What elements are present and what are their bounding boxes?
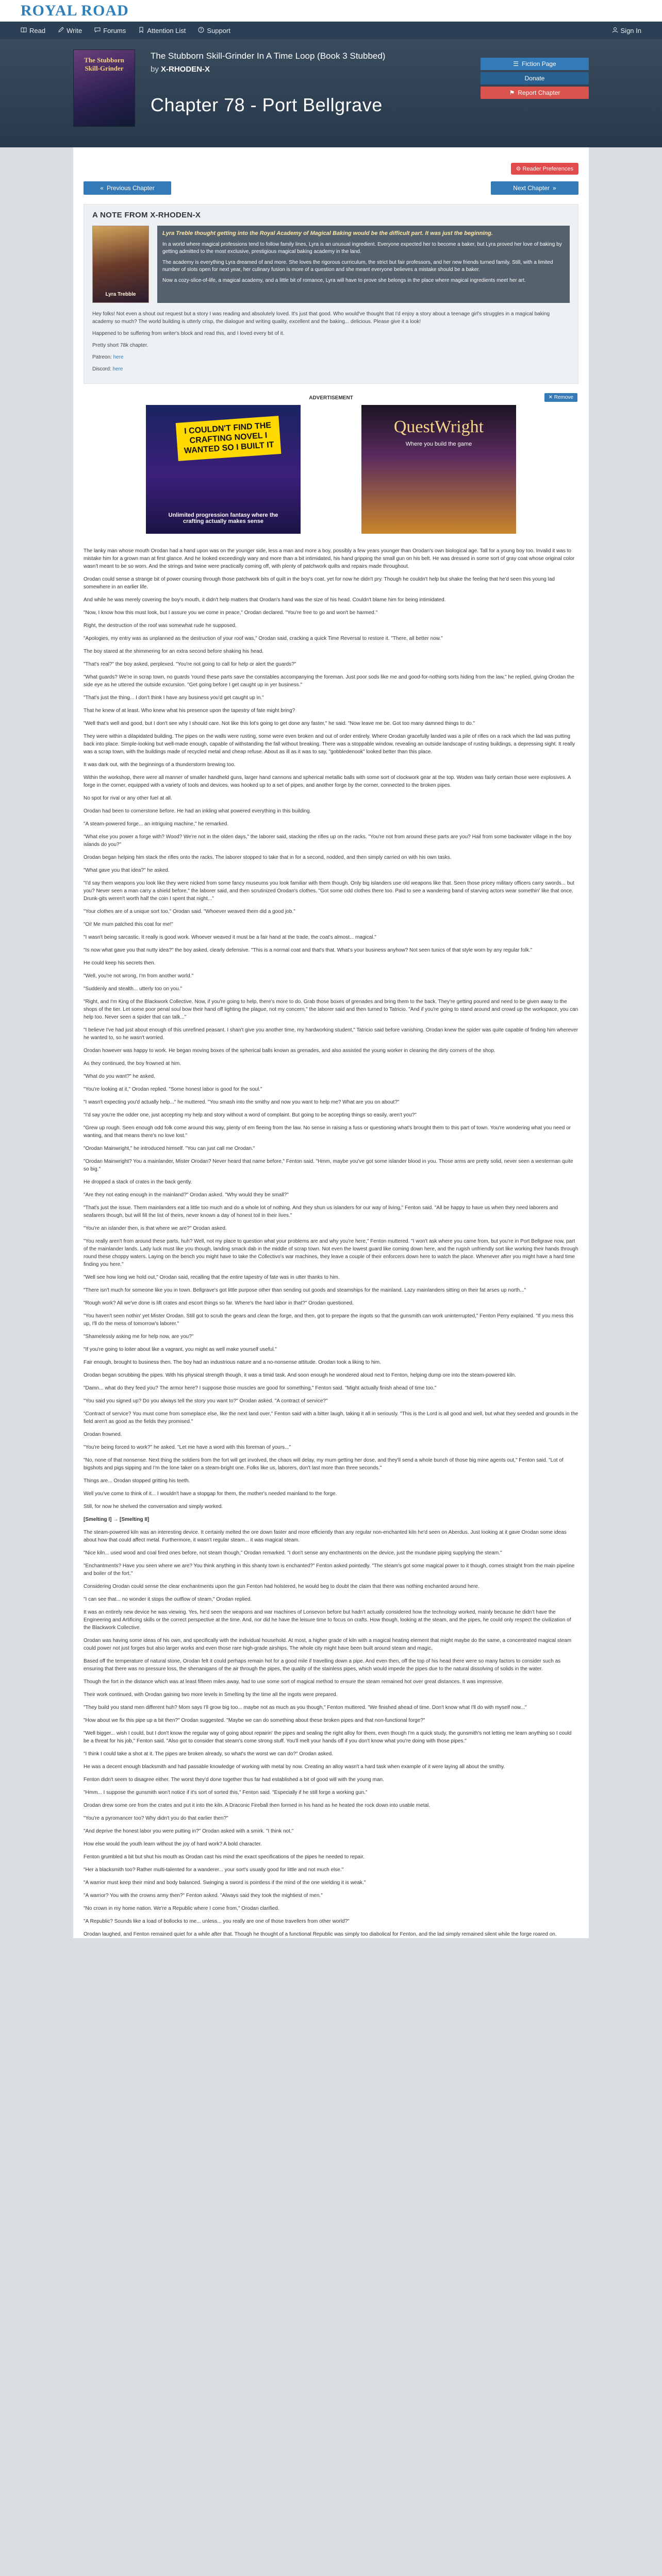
- chapter-paragraph: "What gave you that idea?" he asked.: [84, 868, 170, 873]
- chapter-paragraph: Their work continued, with Orodan gaining two more levels in Smelting by the time all the ingots were prepared.: [84, 1692, 338, 1698]
- chapter-paragraph: Considering Orodan could sense the clear enchantments upon the gun Fenton had holstered, he would beg to doubt the claim that there was nothing enchanted around here.: [84, 1584, 479, 1589]
- chapter-paragraph: Orodan had been to cornerstone before. He had an inkling what powered everything in this building.: [84, 808, 311, 814]
- chapter-paragraph: They were within a dilapidated building. The pipes on the walls were rusting, some were even broken and out of order entirely. Where Orodan gracefully landed was a pile of rifles on a rack which the lad was putting back into place. Simple-looking but well-made enough, capable of withstanding the fall without breaking. There was a stoppable window, revealing an outside landscape of rusting buildings, a depressing sight. It really was a scrap town, with the buildings made of recycled metal and cheap refuse. About as ill as it was to say, "gobbledenook" looked better than this place.: [84, 734, 575, 755]
- chapter-paragraph: "I can see that... no wonder it stops the outflow of steam," Orodan replied.: [84, 1597, 252, 1602]
- chevron-right-icon: »: [553, 184, 556, 192]
- author-note-text: Happened to be suffering from writer's block and read this, and I loved every bit of it.: [92, 331, 285, 336]
- chapter-paragraph: No spot for rival or any other fuel at all.: [84, 795, 172, 801]
- chapter-paragraph: "Well that's well and good, but I don't see why I should care. Not like this lot's going to get done any faster," he said. "Now leave me be. Got too many damned things to do.": [84, 721, 475, 726]
- sign-in-link[interactable]: [612, 27, 641, 35]
- advertisement-label: ADVERTISEMENT: [309, 395, 353, 401]
- chapter-paragraph: "Apologies, my entry was as unplanned as the destruction of your roof was," Orodan said, cracking a quick Time Reversal to restore it. "There, all better now.": [84, 636, 443, 641]
- chapter-paragraph: "And deprive the honest labor you were putting in?" Orodan asked with a smirk. "I think not.": [84, 1828, 294, 1834]
- chapter-paragraph: The steam-powered kiln was an interesting device. It certainly melted the ore down faster and more efficiently than any regular non-enchanted kiln he'd seen on Aberdus. Just looking at it gave Orodan some ideas about how that could affect metal. Furthermore, it wasn't regular steam... it was magical steam.: [84, 1530, 567, 1543]
- chapter-container: [73, 147, 589, 1938]
- chapter-paragraph: Orodan however was happy to work. He began moving boxes of the spherical balls known as grenades, and also assisted the young worker in cleaning the dirty corners of the shop.: [84, 1048, 495, 1054]
- chapter-paragraph: "Well bigger... wish I could, but I don't know the regular way of going about repairin' the pipes and sealing the right alloy for them, even though I'm a quick study, the gunsmith's not letting me learn anything so I could be a threat for his job," Fenton said. "Also got to consider that steam's come strong stuff. You'll melt your hands off if you don't know what you're doing with those pipes.": [84, 1731, 572, 1744]
- chapter-paragraph: Orodan frowned.: [84, 1432, 122, 1437]
- chapter-paragraph: "I'd say them weapons you look like they were nicked from some fancy museums you look familiar with them though. Only big islanders use old weapons like that. Seen those pricey military officers carry swords... but you? Never seen a man carry a shield before," the laborer said, and then scrutinized Orodan's clothes. "Got some odd clothes there too. Paid to see a wandering band of starving actors wear somethin' like that once. Drunk-gits weren't worth half the coin I spent that night...": [84, 880, 574, 902]
- user-icon: [612, 27, 618, 35]
- chapter-paragraph: "Damn... what do they feed you? The armor here? I suppose those muscles are good for something," Fenton said. "Might actually finish ahead of time too.": [84, 1385, 437, 1391]
- close-icon: ✕: [548, 395, 553, 400]
- chapter-paragraph: Based off the temperature of natural stone, Orodan felt it could perhaps remain hot for a good mile if travelling down a pipe. And even then, off the top of his head there were so many factors to consider such as ensuring that there was no pressure loss, the shenanigans of the air through the pipes, the quality of the stainless pipes, which would impede the pipes due to the natural dissolving of solids in the water.: [84, 1658, 561, 1672]
- chapter-paragraph: "You really aren't from around these parts, huh? Well, not my place to question what your problems are and why you're here," Fenton muttered. "I won't ask where you came from, but you're in Port Bellgrave now, part of the mainlander lands. Lady luck must like you though, landing smack dab in the middle of scrap town. Not even the lowest guard like coming down here, and the rugish unfriendly sort like working their hands through round these choppy waters. Laying on the bench you might have to take the Collectivo's war machines, they leave a couple of their enforcers down here to watch the place. Whenever after you might have a hard time finding you here.": [84, 1239, 578, 1267]
- main-navbar: [0, 22, 662, 39]
- chapter-paragraph: "Well, you're not wrong, I'm from another world.": [84, 973, 194, 979]
- chapter-paragraph: "They build you stand men different huh? Mom says I'll grow big too... maybe not as much as you though," Fenton muttered. "We finished ahead of time. Don't know what I'll do with myself now...": [84, 1705, 527, 1710]
- nav-item-label: Read: [29, 26, 46, 35]
- chapter-paragraph: Things are... Orodan stopped gritting his teeth.: [84, 1478, 190, 1484]
- chapter-paragraph: It was dark out, with the beginnings of a thunderstorm brewing too.: [84, 762, 236, 768]
- promo-paragraph: In a world where magical professions tend to follow family lines, Lyra is an unusual ingredient. Everyone expected her to become a baker, but Lyra proved her love of baking by getting admitted to the most exclusive, prestigious magical baking academy in the land.: [162, 241, 562, 255]
- author-link[interactable]: X-RHODEN-X: [161, 65, 210, 74]
- chapter-paragraph: "A steam-powered forge... an intriguing machine," he remarked.: [84, 821, 229, 827]
- chapter-paragraph: It was an entirely new device he was viewing. Yes, he'd seen the weapons and war machines of Lonsevon before but hadn't actually considered how the technology worked, mainly because he didn't have the Engineering and Artificing skills or the correct perspective at the time. And, nor did he have the leisure time to focus on crafts. How though, looking at the steam, and the pipes, he could only respect the civilization of the Blackwork Collective.: [84, 1609, 571, 1631]
- chapter-paragraph: "Hmm... I suppose the gunsmith won't notice if it's sort of sorted this," Fenton said. "Especially if he still forge a working gun.": [84, 1790, 368, 1795]
- ad-tagline: Unlimited progression fantasy where the crafting actually makes sense: [168, 512, 278, 524]
- chapter-paragraph: "How about we fix this pipe up a bit then?" Orodan suggested. "Maybe we can do something about these broken pipes and that non-functional forge?": [84, 1718, 425, 1723]
- nav-item-forums[interactable]: [94, 27, 126, 35]
- chapter-paragraph: "If you're going to loiter about like a vagrant, you might as well make yourself useful.": [84, 1347, 277, 1352]
- chapter-paragraph: Still, for now he shelved the conversation and simply worked.: [84, 1504, 223, 1510]
- author-line: [151, 65, 419, 74]
- chapter-paragraph: "No crown in my home nation. We're a Republic where I come from," Orodan clarified.: [84, 1906, 279, 1911]
- chapter-paragraph: "You said you signed up? Do you always tell the story you want to?" Orodan asked. "A contract of service?": [84, 1398, 328, 1404]
- book-icon: [21, 27, 27, 35]
- chapter-paragraph: Fenton didn't seem to disagree either. The worst they'd done together thus far had established a bit of good will with the young man.: [84, 1777, 384, 1783]
- remove-ads-button[interactable]: ✕ Remove: [544, 393, 577, 402]
- promo-cover[interactable]: [92, 226, 149, 303]
- chapter-paragraph: "Is now what gave you that nutty idea?" the boy asked, clearly defensive. "This is a normal coat and that's that. What's your business anyhow? Not seen tunics of that style worn by any regular folk.": [84, 947, 533, 953]
- chapter-paragraph: "You're being forced to work?" he asked. "Let me have a word with this foreman of yours...": [84, 1445, 291, 1450]
- ad-brand: QuestWright: [393, 417, 484, 436]
- chapter-paragraph: "Rough work? All we've done is lift crates and escort things so far. Where's the hard labor in that?" Orodan questioned.: [84, 1300, 354, 1306]
- chapter-paragraph: "You're an islander then, is that where we are?" Orodan asked.: [84, 1226, 227, 1231]
- discord-link[interactable]: here: [112, 366, 123, 372]
- chapter-paragraph: "A warrior? You with the crowns army then?" Fenton asked. "Always said they took the mightiest of men.": [84, 1893, 323, 1899]
- chapter-paragraph: "I wasn't being sarcastic. It really is good work. Whoever weaved it must be a fair hand at the trade, the coat's almost... magical.": [84, 935, 376, 940]
- chapter-paragraph: Fenton grumbled a bit but shut his mouth as Orodan cast his mind the exact specifications of the pipes he needed to repair.: [84, 1854, 365, 1860]
- fiction-actions: [481, 58, 589, 99]
- pen-icon: [58, 27, 64, 35]
- chapter-paragraph: "There isn't much for someone like you in town. Bellgrave's got little purpose other than sending out goods and steamships for the mainland. Lazy mainlanders sitting on their fat arses up north...": [84, 1287, 526, 1293]
- nav-item-label: Attention List: [147, 26, 186, 35]
- chapter-paragraph: "Your clothes are of a unique sort too," Orodan said. "Whoever weaved them did a good job.": [84, 909, 295, 914]
- nav-item-label: Forums: [103, 26, 126, 35]
- chapter-paragraph: The boy stared at the shimmering for an extra second before shaking his head.: [84, 649, 264, 654]
- chapter-paragraph: Fair enough, brought to business then. The boy had an industrious nature and a no-nonsense attitude. Orodan took a liking to him.: [84, 1360, 381, 1365]
- book-icon: ☰: [513, 60, 519, 67]
- chapter-paragraph: He dropped a stack of crates in the back gently.: [84, 1179, 192, 1185]
- chapter-paragraph: "You're looking at it," Orodan replied. "Some honest labor is good for the soul.": [84, 1087, 262, 1092]
- chapter-paragraph: "Her a blacksmith too? Rather multi-talented for a wanderer... your sort's usually good for little and not much else.": [84, 1867, 344, 1873]
- nav-item-label: Write: [67, 26, 82, 35]
- chapter-paragraph: Orodan drew some ore from the crates and put it into the kiln. A Draconic Fireball then formed in his hand as he heated the rock down into usable metal.: [84, 1803, 431, 1808]
- chapter-paragraph: "Orodan Mainwright? You a mainlander, Mister Orodan? Never heard that name before," Fenton said. "Hmm, maybe you've got some islander blood in you. Those arms are pretty solid, never seen a westerman quite so big.": [84, 1159, 573, 1172]
- cover-title: The Stubborn Skill-Grinder: [84, 56, 124, 72]
- advertisement-banner[interactable]: [146, 405, 301, 534]
- chapter-paragraph: "A Republic? Sounds like a load of bollocks to me... unless... you really are one of those travellers from other world?": [84, 1919, 350, 1924]
- gear-icon: ⚙: [516, 166, 521, 172]
- chapter-paragraph: "A warrior must keep their mind and body balanced. Swinging a sword is pointless if the mind of the one wielding it is weak.": [84, 1880, 366, 1886]
- next-chapter-button[interactable]: Next Chapter »: [491, 181, 578, 195]
- chapter-paragraph: Orodan laughed, and Fenton remained quiet for a while after that. Though he thought of a functional Republic was simply too diabolical for Fenton, and the lad simply remained silent while the forge roared on.: [84, 1931, 557, 1937]
- chapter-content: [73, 534, 589, 1938]
- nav-right: [612, 27, 641, 35]
- chapter-paragraph: He could keep his secrets then.: [84, 960, 156, 966]
- patreon-link[interactable]: here: [113, 354, 124, 360]
- chat-icon: [94, 27, 101, 35]
- chevron-left-icon: «: [100, 184, 104, 192]
- chapter-paragraph: Right, the destruction of the roof was somewhat rude he supposed.: [84, 623, 237, 629]
- promo-paragraph: The academy is everything Lyra dreamed of and more. She loves the rigorous curriculum, the strict but fair professors, and her new friends turned family. Still, with a limited number of slots open for next year, her culinary fusion is more of a question and she meant everyone believes a mistake should be a baker.: [162, 259, 553, 273]
- chapter-paragraph: "I believe I've had just about enough of this unrefined peasant. I shan't give you another time, my hardworking student," Tatricio said before vanishing. Orodan knew the spider was quite capable of finding him wherever he wanted to, so he wasn't worried.: [84, 1027, 578, 1041]
- author-note-heading: A NOTE FROM X-RHODEN-X: [92, 211, 201, 219]
- nav-item-attention-list[interactable]: [138, 27, 186, 35]
- chapter-paragraph: "Orodan Mainwright," he introduced himself. "You can just call me Orodan.": [84, 1146, 255, 1151]
- svg-text:?: ?: [200, 27, 203, 32]
- donate-button[interactable]: Donate: [481, 72, 589, 84]
- fiction-cover[interactable]: [73, 49, 135, 127]
- chapter-paragraph: How else would the youth learn without the joy of hard work? A bold character.: [84, 1841, 262, 1847]
- chapter-paragraph: Orodan could sense a strange bit of power coursing through those patchwork bits of quilt in the boy's coat, yet for now he didn't pry. Though he couldn't help but shake the feeling that he'd seen this young lad somewhere in an earlier life.: [84, 577, 555, 590]
- chapter-paragraph: "Enchantments? Have you seen where we are? You think anything in this shanty town is enchanted?" Fenton asked pointedly. "The steam's got some magical power to it though, comes straight from the main pipeline and boiler of the fort.": [84, 1563, 575, 1577]
- chapter-paragraph: "I wasn't expecting you'd actually help..." he muttered. "You smash into the smithy and now you want to help me? What are you on about?": [84, 1099, 400, 1105]
- author-note-promo: [92, 226, 570, 303]
- chapter-paragraph: "Are they not eating enough in the mainland?" Orodan asked. "Why would they be small?": [84, 1192, 289, 1198]
- discord-line: Discord: here: [92, 366, 123, 372]
- chapter-paragraph: "Oi! Me mum patched this coat for me!": [84, 922, 173, 927]
- fiction-title[interactable]: The Stubborn Skill-Grinder In A Time Loop (Book 3 Stubbed): [151, 51, 386, 61]
- promo-text: [157, 226, 570, 303]
- previous-chapter-button[interactable]: « Previous Chapter: [84, 181, 171, 195]
- flag-icon: ⚑: [509, 89, 515, 96]
- author-note-text: Pretty short 78k chapter.: [92, 343, 148, 348]
- chapter-paragraph: "What else you power a forge with? Wood? We're not in the olden days," the laborer said, stacking the rifles up on the racks. "You're not from around these parts are you? Hail from some backwater village in the boy islands do you?": [84, 834, 572, 848]
- chapter-paragraph: Well you've come to think of it... I wouldn't have a stopgap for them, the mother's needed mainland to the forge.: [84, 1491, 337, 1497]
- chapter-paragraph: "What do you want?" he asked.: [84, 1074, 155, 1079]
- chapter-paragraph: "That's just the issue. Them mainlanders eat a little too much and do a whole lot of nothing. And they shun us islanders for our way of living," Fenton said. "All be happy to have us when they need laborers and seafarers though, but will fill the list of theirs, never known a day of honest toil in their lives.": [84, 1205, 558, 1218]
- nav-item-label: Support: [207, 26, 230, 35]
- chapter-paragraph: And while he was merely covering the boy's mouth, it didn't help matters that Orodan's hand was the size of his head. Couldn't blame him for being intimidated.: [84, 597, 446, 603]
- nav-item-label: Sign In: [620, 26, 641, 35]
- chapter-paragraph: "I think I could take a shot at it. The pipes are broken already, so what's the worst we can do?" Orodan asked.: [84, 1751, 333, 1757]
- fiction-page-button[interactable]: ☰ Fiction Page: [481, 58, 589, 70]
- nav-item-support[interactable]: [198, 27, 230, 35]
- author-prefix: by: [151, 65, 159, 74]
- chapter-paragraph: "I'd say you're the odder one, just accepting my help and story without a word of complaint. But going to be accepting things so easily, aren't you?": [84, 1112, 417, 1118]
- reader-preferences-button[interactable]: ⚙ Reader Preferences: [511, 163, 578, 175]
- site-logo[interactable]: ROYAL ROAD: [21, 2, 129, 19]
- help-icon: [198, 27, 204, 35]
- report-chapter-button[interactable]: ⚑ Report Chapter: [481, 87, 589, 99]
- chapter-paragraph: "What guards? We're in scrap town, no guards 'round these parts save the constables accompanying the foreman. Just poor sods like me and good-for-nothing sorts hiding from the law," he replied, giving Orodan the side eye as he uttered the outside excursion. "Get going before I get caught up in yer business.": [84, 674, 574, 688]
- bookmark-icon: [138, 27, 144, 35]
- ad-subtitle: Where you build the game: [405, 441, 472, 447]
- chapter-paragraph: "Contract of service? You must come from someplace else, like the next land over," Fenton said with a bitter laugh, taking it all in seriously. "This is the Lord is all good and well, but what they seeded and grounds in the field aren't as good as the fields they promised.": [84, 1411, 578, 1425]
- fiction-header: [0, 39, 662, 147]
- chapter-paragraph: "Now, I know how this must look, but I assure you we come in peace," Orodan declared. "You're free to go and won't be harmed.": [84, 610, 378, 616]
- chapter-paragraph: "Nice kiln... used wood and coal fired ones before, not steam though," Orodan remarked. "I don't sense any enchantments on the device, just the mundane piping supplying the steam.": [84, 1550, 502, 1556]
- chapter-nav-top: [73, 181, 589, 195]
- chapter-paragraph: "Suddenly and stealth... utterly too on you.": [84, 986, 183, 992]
- chapter-paragraph: Orodan was having some ideas of his own, and specifically with the individual household. At most, a higher grade of kiln with a magical heating element that might maybe do the same, a concentrated magical steam could power not just forges but also larger works and even those rare high-grade airships. The whole city might have been built around steam and magic.: [84, 1638, 572, 1651]
- ad-headline: I COULDN'T FIND THE CRAFTING NOVEL I WANTED SO I BUILT IT: [176, 416, 282, 461]
- chapter-paragraph: [Smelting I] → [Smelting II]: [84, 1517, 150, 1522]
- chapter-paragraph: "You haven't seen nothin' yet Mister Orodan. Still got to scrub the gears and clean the forge, and then, got to prepare the ingots so that the gunsmith can work uninterrupted," Fenton Perry explained. "If you mess this up, I'll do the mess of tomorrow's laborer.": [84, 1313, 574, 1327]
- chapter-paragraph: "You're a pyromancer too? Why didn't you do that earlier then?": [84, 1816, 228, 1821]
- promo-lead: Lyra Treble thought getting into the Royal Academy of Magical Baking would be the difficult part. It was just the beginning.: [162, 230, 493, 236]
- promo-paragraph: Now a cozy-slice-of-life, a magical academy, and a little bit of romance, Lyra will have to prove she belongs in the place where magical ingredients meet her art.: [162, 277, 526, 283]
- chapter-paragraph: Orodan began helping him stack the rifles onto the racks. The laborer stopped to take that in for a second, nodded, and then simply carried on with his own tasks.: [84, 855, 452, 860]
- chapter-paragraph: "Right, and I'm King of the Blackwork Collective. Now, if you're going to help, there's more to do. Grab those boxes of grenades and bring them to the back. They're getting poured and need to be given away to the shops of the tier. Let some poor penal soul bow their hand off lighting the plague, not my concern," the laborer said and then turned to Tatricio. "And if you're going to stand around and crowd up the workspace, you can help too. Never seen a spider that can talk...": [84, 999, 578, 1020]
- chapter-paragraph: "Shamelessly asking me for help now, are you?": [84, 1334, 194, 1340]
- patreon-line: Patreon: here: [92, 354, 124, 360]
- chapter-paragraph: The lanky man whose mouth Orodan had a hand upon was on the younger side, less a man and more a boy, possibly a few years younger than Orodan's own biological age. Tall for a young boy too. Invalid it was to mistake him for a grown man at first glance. And he looked exceedingly wary and more than a bit intimidated, his hand gripping the small gun on his belt. He was dressed in some sort of gray coat whose original color wasn't meant to be so worn. And the strings and twine were practically coming off, with plenty of patchwork quilts and repairs made throughout.: [84, 548, 575, 569]
- chapter-paragraph: He was a decent enough blacksmith and had passable knowledge of working with metal by now. Creating an alloy wasn't a hard task when example of it were laying all about the smithy.: [84, 1764, 505, 1770]
- nav-item-read[interactable]: [21, 27, 45, 35]
- nav-item-write[interactable]: [58, 27, 82, 35]
- chapter-paragraph: "No, none of that nonsense. Next thing the soldiers from the fort will get involved, the chaos will delay, my mum getting her dose, and they'll send a whole bunch of those big mine agents out," Fenton said. "Lot of bigshots and pigs sipping and I'm the lone taker on a steam-bright one. Folks like us, laborers, don't last more than three seconds.": [84, 1458, 564, 1471]
- chapter-paragraph: Though the fort in the distance which was at least fifteen miles away, had to use some sort of magical method to ensure the steam remained hot over great distances. It was impressive.: [84, 1679, 504, 1685]
- chapter-paragraph: That he knew of at least. Who knew what his presence upon the tapestry of fate might bring?: [84, 708, 295, 714]
- chapter-paragraph: "That's just the thing... I don't think I have any business you'd get caught up in.": [84, 695, 264, 701]
- advertisement-banner[interactable]: [361, 405, 516, 534]
- chapter-title: Chapter 78 - Port Bellgrave: [151, 94, 383, 116]
- chapter-paragraph: "Grew up rough. Seen enough odd folk come around this way, plenty of em fleeing from the law. No sense in raising a fuss or questioning what's brought them to this part of town. You're wondering what you need or wanting, and that means there's no love lost.": [84, 1125, 571, 1139]
- chapter-paragraph: Orodan began scrubbing the pipes. With his physical strength though, it was a timid task. And soon enough he wondered aloud next to Fenton, helping dump ore into the steam-powered kiln.: [84, 1372, 516, 1378]
- author-note-text: Hey folks! Not even a shout out request but a story I was reading and absolutely loved. It's just that good. Who would've thought that I'd enjoy a story about a teenage girl's struggles in a magical baking academy so much? The world building is utterly crisp, the dialogue and writing quality, excellent and the baking... delicious. Please give it a look!: [92, 311, 550, 325]
- author-note: [84, 204, 578, 384]
- promo-cover-title: Lyra Trebble: [105, 292, 136, 297]
- chapter-paragraph: Within the workshop, there were all manner of smaller handheld guns, larger hand cannons and spherical metallic balls with some sort of clockwork gear at the top. Woden was fairly certain those were explosives. A forge in the corner, equipped with a variety of tools and devices, was hooked up to a set of pipes, and another forge by the corner, connected to the broken pipes.: [84, 775, 571, 788]
- chapter-paragraph: "Well see how long we hold out," Orodan said, recalling that the entire tapestry of fate was in utter thanks to him.: [84, 1275, 340, 1280]
- chapter-paragraph: "That's real?" the boy asked, perplexed. "You're not going to call for help or alert the guards?": [84, 662, 296, 667]
- chapter-paragraph: As they continued, the boy frowned at him.: [84, 1061, 181, 1066]
- advertisement-section: [73, 384, 589, 534]
- top-nav: [0, 0, 662, 22]
